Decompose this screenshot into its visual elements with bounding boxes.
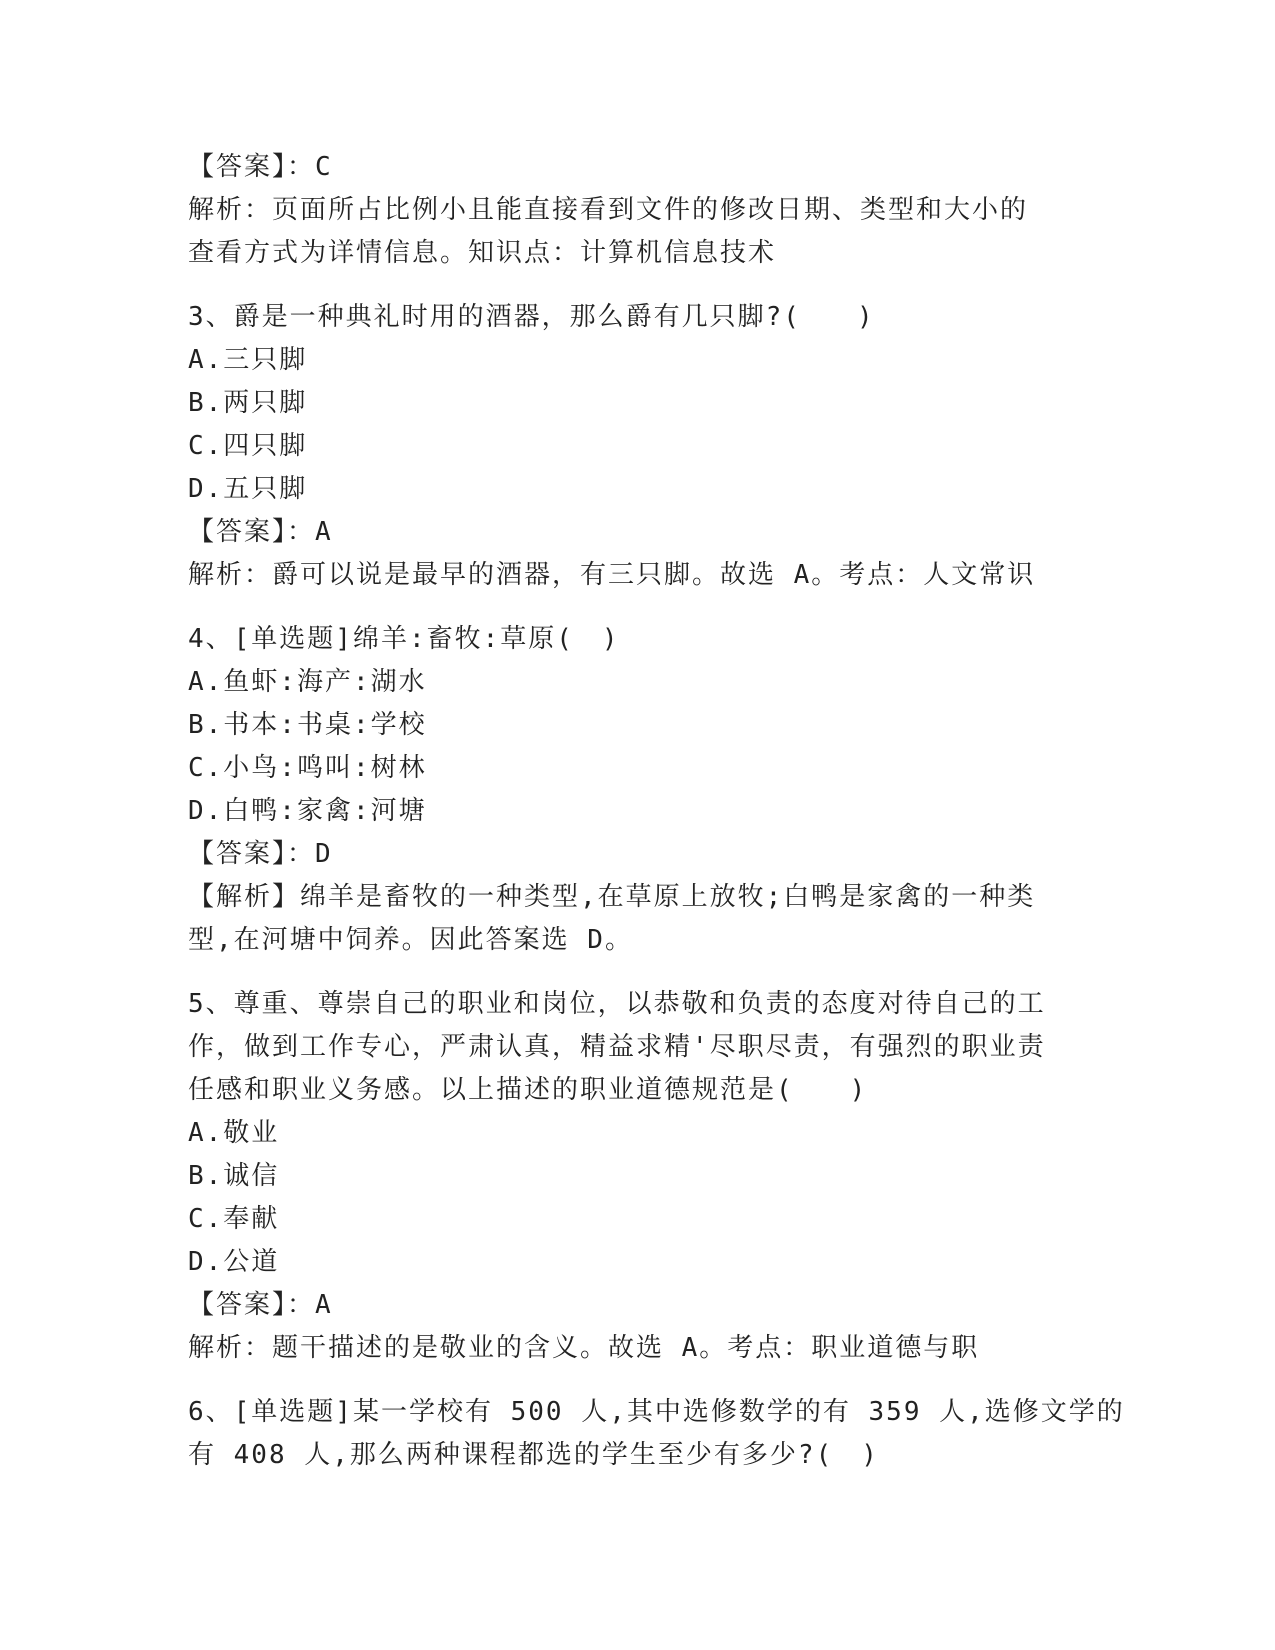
- option-b: B.两只脚: [188, 388, 308, 418]
- question-block-2-tail: [188, 146, 1088, 275]
- option-c: C.小鸟:鸣叫:树林: [188, 753, 427, 783]
- explanation-line: 解析：页面所占比例小且能直接看到文件的修改日期、类型和大小的: [188, 195, 1029, 225]
- option-b: B.诚信: [188, 1161, 280, 1191]
- explanation-line: 【解析】绵羊是畜牧的一种类型,在草原上放牧;白鸭是家禽的一种类: [188, 882, 1036, 912]
- answer-line: 【答案】：C: [188, 152, 333, 182]
- question-stem: 作，做到工作专心，严肃认真，精益求精'尽职尽责，有强烈的职业责: [188, 1032, 1046, 1062]
- question-stem: 5、尊重、尊崇自己的职业和岗位，以恭敬和负责的态度对待自己的工: [188, 989, 1046, 1019]
- question-block-3: [188, 296, 1088, 597]
- option-d: D.公道: [188, 1247, 280, 1277]
- question-block-4: [188, 618, 1088, 962]
- option-c: C.四只脚: [188, 431, 308, 461]
- question-stem: 3、爵是一种典礼时用的酒器，那么爵有几只脚?( ): [188, 302, 875, 332]
- question-block-6: [188, 1391, 1125, 1477]
- option-a: A.鱼虾:海产:湖水: [188, 667, 427, 697]
- answer-line: 【答案】：A: [188, 1290, 333, 1320]
- option-b: B.书本:书桌:学校: [188, 710, 427, 740]
- option-d: D.五只脚: [188, 474, 308, 504]
- answer-line: 【答案】：A: [188, 517, 333, 547]
- question-stem: 4、[单选题]绵羊:畜牧:草原( ): [188, 624, 620, 654]
- question-stem: 6、[单选题]某一学校有 500 人,其中选修数学的有 359 人,选修文学的: [188, 1397, 1125, 1427]
- explanation-line: 解析：爵可以说是最早的酒器，有三只脚。故选 A。考点：人文常识: [188, 560, 1036, 590]
- question-stem: 任感和职业义务感。以上描述的职业道德规范是( ): [188, 1075, 868, 1105]
- option-c: C.奉献: [188, 1204, 280, 1234]
- question-block-5: [188, 983, 1088, 1370]
- explanation-line: 查看方式为详情信息。知识点：计算机信息技术: [188, 238, 777, 268]
- option-a: A.三只脚: [188, 345, 308, 375]
- question-stem: 有 408 人,那么两种课程都选的学生至少有多少?( ): [188, 1440, 879, 1470]
- document-page: [188, 146, 1125, 1477]
- option-a: A.敬业: [188, 1118, 280, 1148]
- option-d: D.白鸭:家禽:河塘: [188, 796, 427, 826]
- explanation-line: 型,在河塘中饲养。因此答案选 D。: [188, 925, 633, 955]
- answer-line: 【答案】：D: [188, 839, 333, 869]
- explanation-line: 解析：题干描述的是敬业的含义。故选 A。考点：职业道德与职: [188, 1333, 980, 1363]
